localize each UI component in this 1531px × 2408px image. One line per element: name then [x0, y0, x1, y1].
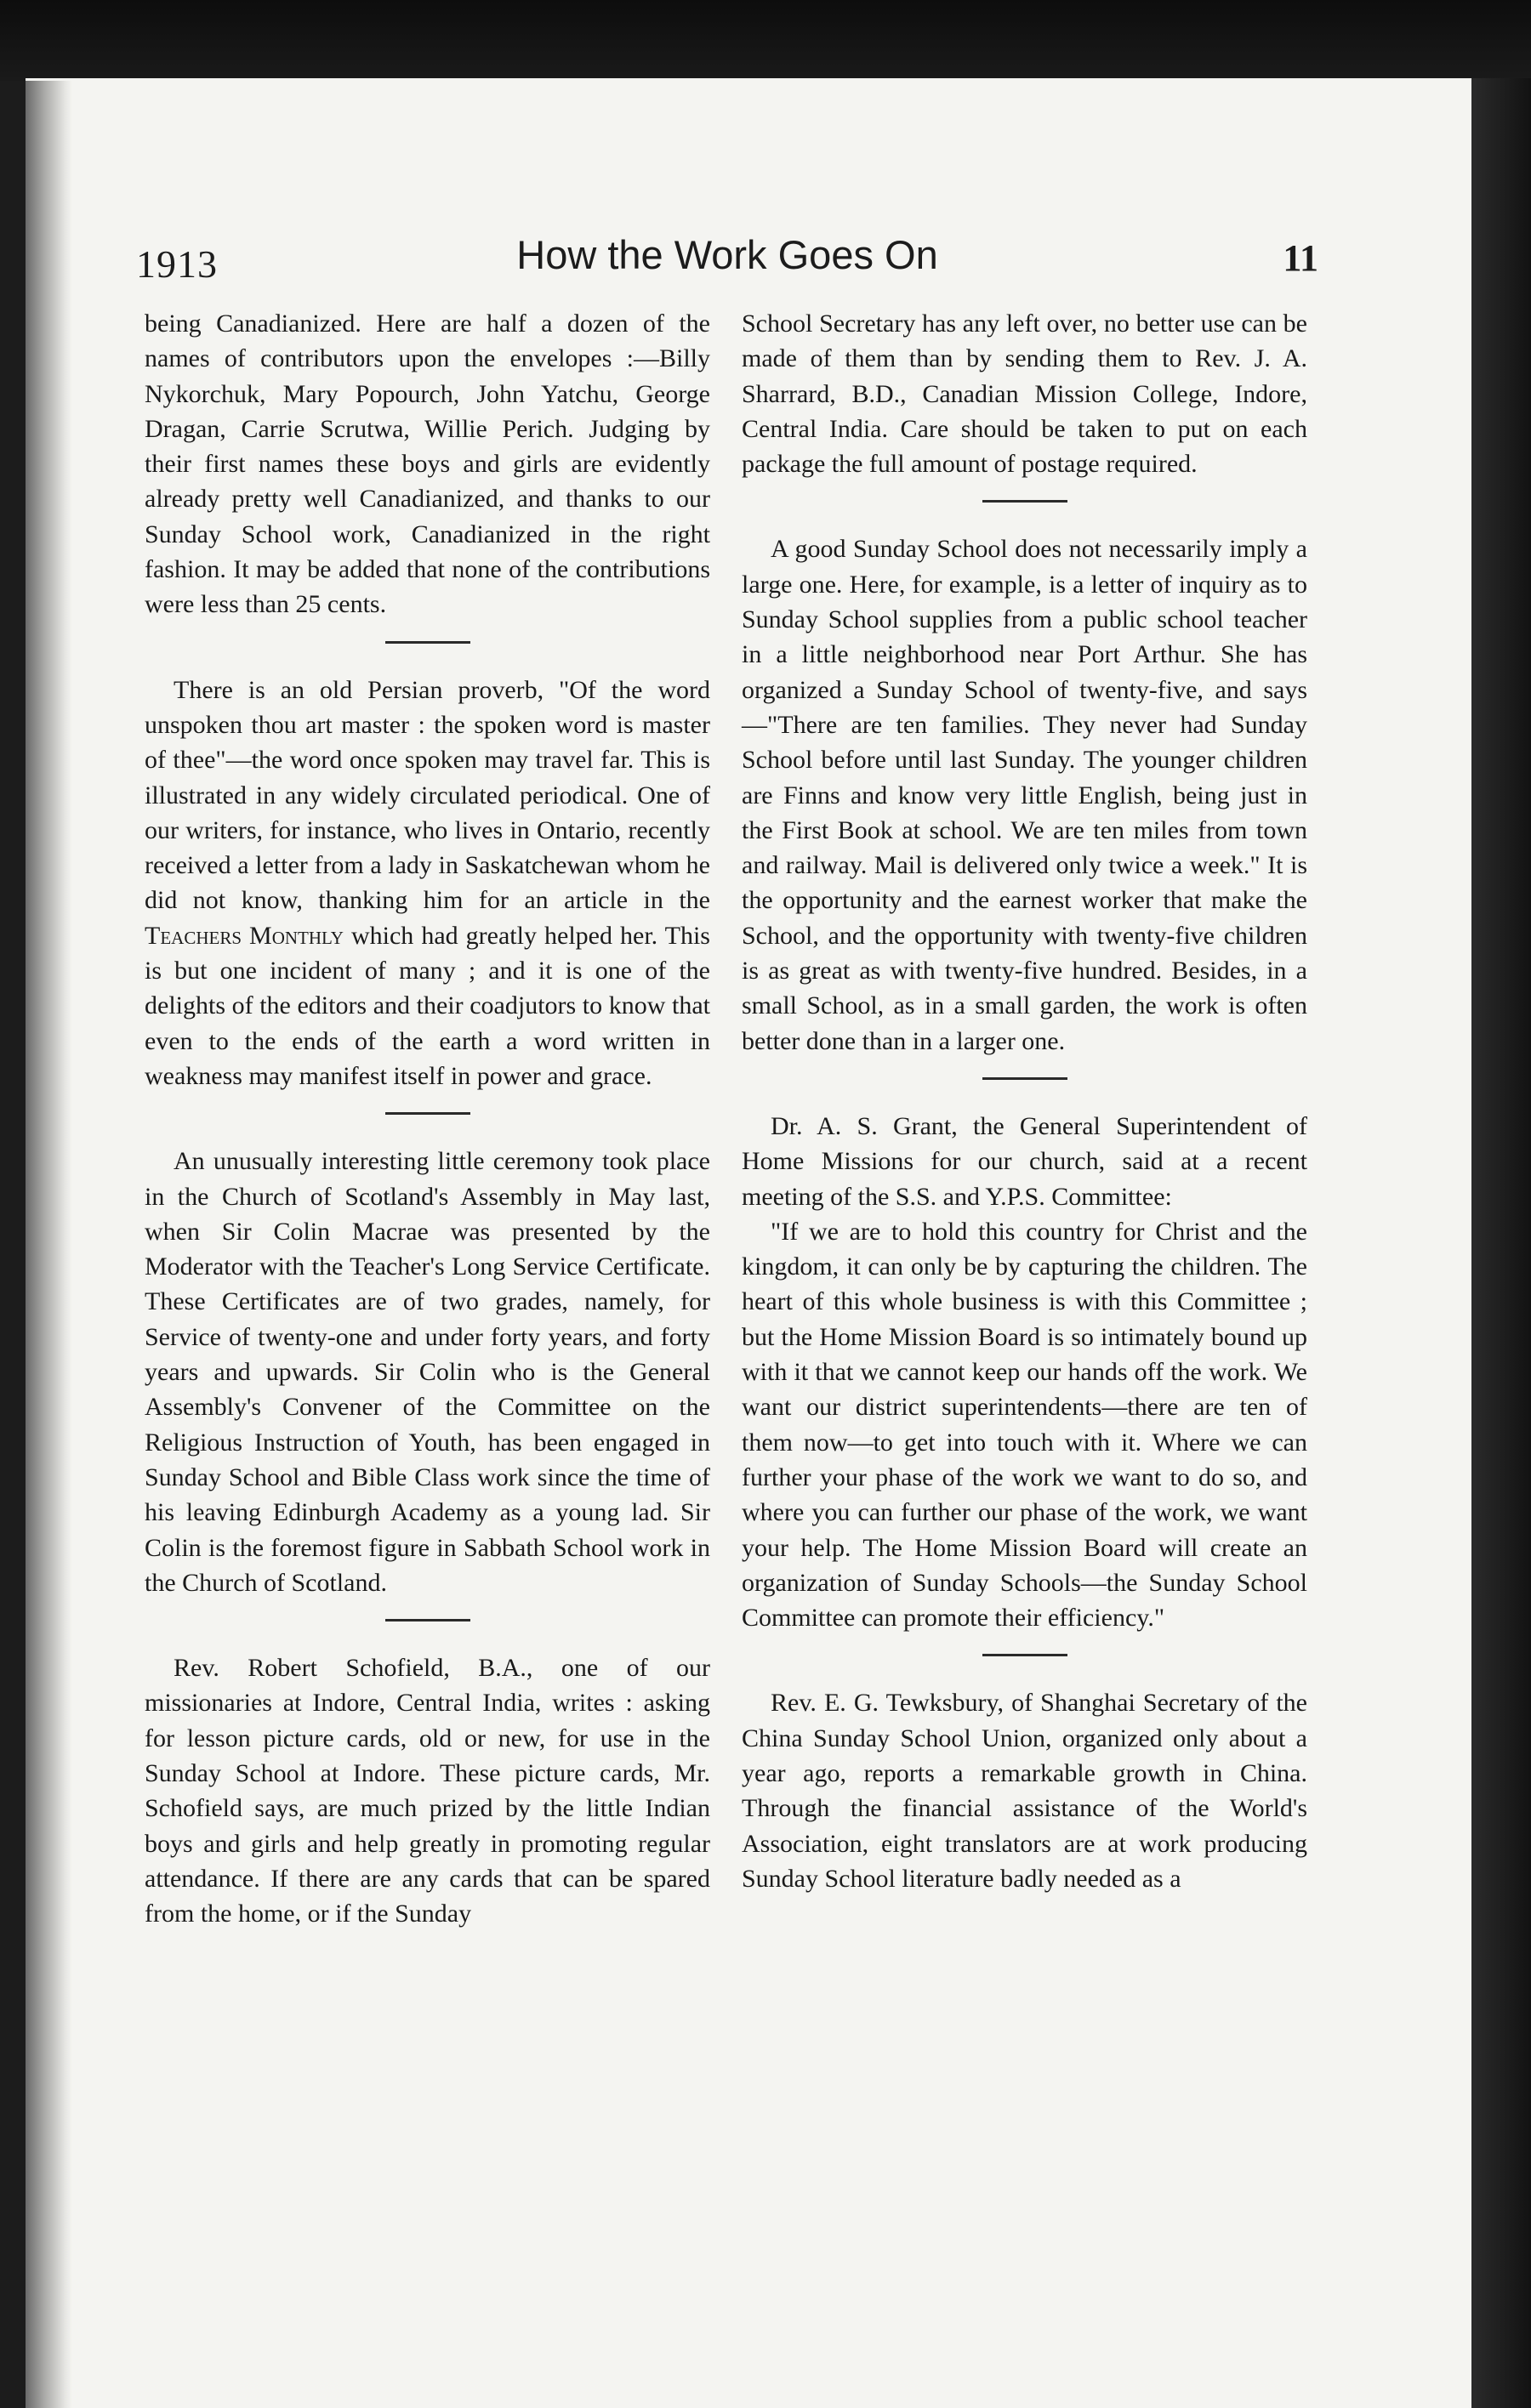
paragraph-schofield-continued: School Secretary has any left over, no better use can be made of them than by sending them to Rev. J. A. Sharrard, B.D., Canadian Mission College, Indore, Central India. Care should be taken to put on each package the full amount of postage required.: [742, 310, 1307, 479]
paragraph-persian-proverb: [145, 673, 710, 1094]
section-divider: [982, 1654, 1067, 1656]
section-divider: [982, 500, 1067, 503]
scan-background-right: [1471, 78, 1531, 2408]
paragraph-tewksbury: Rev. E. G. Tewksbury, of Shanghai Secretary of the China Sunday School Union, organized only about a year ago, reports a remarkable growth in China. Through the financial assistance of the World's Association, eight translators are at work producing Sunday School literature badly needed as a: [742, 1689, 1307, 1893]
scan-background-top: [0, 0, 1531, 81]
running-header: [136, 231, 1318, 291]
paragraph-small-sunday-school: A good Sunday School does not necessarily imply a large one. Here, for example, is a letter of inquiry as to Sunday School supplies from a public school teacher in a little neighborhood near Port Arthur. She has organized a Sunday School of twenty-five, and says —"There are ten families. They never had Sunday School before until last Sunday. The younger children are Finns and know very little English, being just in the First Book at school. We are ten miles from town and railway. Mail is delivered only twice a week." It is the opportunity and the earnest worker that make the School, and the opportunity with twenty-five children is as great as with twenty-five hundred. Besides, in a small School, as in a small garden, the work is often better done than in a larger one.: [742, 535, 1307, 1055]
header-year: 1913: [136, 242, 218, 286]
binding-gutter-shadow: [26, 81, 72, 2408]
paragraph-grant-intro: Dr. A. S. Grant, the General Superintendent of Home Missions for our church, said at a recent meeting of the S.S. and Y.P.S. Committee:: [742, 1111, 1307, 1211]
paragraph-grant-quote: "If we are to hold this country for Christ and the kingdom, it can only be by capturing the children. The heart of this whole business is with this Committee ; but the Home Mission Board is so intimately bound up with it that we cannot keep our hands off the work. We want our district superintendents—there are ten of them now—to get into touch with it. Where we can further your phase of the work we want to do so, and where you can further our phase of the work, we want your help. The Home Mission Board will create an organization of Sunday Schools—the Sunday School Committee can promote their efficiency.": [742, 1217, 1307, 1633]
section-divider: [385, 1112, 470, 1115]
periodical-title: Teachers Monthly: [145, 921, 344, 950]
section-divider: [385, 1619, 470, 1621]
left-column: [145, 306, 710, 1931]
page-number: 11: [1283, 237, 1318, 279]
proverb-text-end: which had greatly helped her. This is but one incident of many ; and it is one of the delights of the editors and their coadjutors to know that even to the ends of the earth a word written in weakness may manifest itself in power and grace.: [145, 921, 710, 1090]
paragraph-schofield: Rev. Robert Schofield, B.A., one of our missionaries at Indore, Central India, writes : asking for lesson picture cards, old or new, for use in the Sunday School at Indore. These picture cards, Mr. Schofield says, are much prized by the little Indian boys and girls and help greatly in promoting regular attendance. If there are any cards that can be spared from the home, or if the Sunday: [145, 1654, 710, 1928]
paragraph-colin-macrae: An unusually interesting little ceremony took place in the Church of Scotland's Assembly in May last, when Sir Colin Macrae was presented by the Moderator with the Teacher's Long Service Certificate. These Certificates are of two grades, namely, for Service of twenty-one and under forty years, and forty years and upwards. Sir Colin who is the General Assembly's Convener of the Committee on the Religious Instruction of Youth, has been engaged in Sunday School and Bible Class work since the time of his leaving Edinburgh Academy as a young lad. Sir Colin is the foremost figure in Sabbath School work in the Church of Scotland.: [145, 1147, 710, 1597]
right-column: [742, 306, 1307, 1896]
section-divider: [982, 1077, 1067, 1080]
section-divider: [385, 641, 470, 644]
header-title: How the Work Goes On: [516, 232, 938, 277]
scan-background-left: [0, 81, 26, 2408]
proverb-text-start: There is an old Persian proverb, "Of the word unspoken thou art master : the spoken word is master of thee"—the word once spoken may travel far. This is illustrated in any widely circulated periodical. One of our writers, for instance, who lives in Ontario, recently received a letter from a lady in Saskatchewan whom he did not know, thanking him for an article in the: [145, 675, 710, 915]
paragraph-canadianized: being Canadianized. Here are half a dozen of the names of contributors upon the envelopes :—Billy Nykorchuk, Mary Popourch, John Yatchu, George Dragan, Carrie Scrutwa, Willie Perich. Judging by their first names these boys and girls are evidently already pretty well Canadianized, and thanks to our Sunday School work, Canadianized in the right fashion. It may be added that none of the contributions were less than 25 cents.: [145, 310, 710, 619]
